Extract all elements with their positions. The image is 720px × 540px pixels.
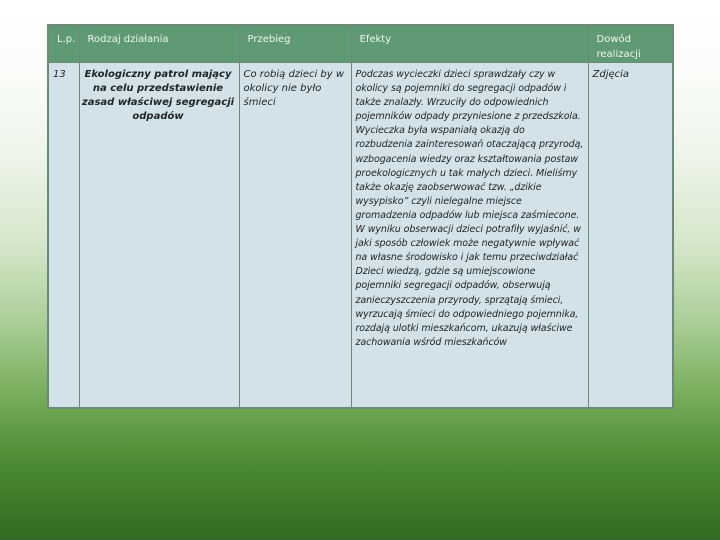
cell-effects: Podczas wycieczki dzieci sprawdzały czy w okolicy są pojemniki do segregacji odpadów i także znalazły. Wrzuciły do odpowiednich pojemników odpady przyniesione z przedszkola. Wycieczka była wspaniałą okazją do rozbudzenia zainteresowań otaczającą przyrodą, wzbogacenia wiedzy oraz kształtowania postaw proekologicznych u tak małych dzieci. Mieliśmy także okazję zaobserwować tzw. „dzikie wysypisko” czyli nielegalne miejsce gromadzenia odpadów lub miejsca zaśmiecone. W wyniku obserwacji dzieci potrafiły wyjaśnić, w jaki sposób człowiek może negatywnie wpływać na własne środowisko i jak temu przeciwdziałać Dzieci wiedzą, gdzie są umiejscowione pojemniki segregacji odpadów, obserwują zanieczyszczenia przyrody, sprzątają śmieci, wyrzucają śmieci do odpowiedniego pojemnika, rozdają ulotki mieszkańcom, ukazują właściwe zachowania wśród mieszkańców [351,63,588,409]
table-row [48,63,673,409]
cell-lp: 13 [48,63,79,409]
header-proof: Dowód realizacji [588,25,673,63]
activities-table [47,24,674,409]
cell-course: Co robią dzieci by w okolicy nie było śmieci [239,63,351,409]
header-lp: L.p. [48,25,79,63]
cell-activity: Ekologiczny patrol mający na celu przedstawienie zasad właściwej segregacji odpadów [79,63,239,409]
cell-proof: Zdjęcia [588,63,673,409]
header-activity: Rodzaj działania [79,25,239,63]
header-course: Przebieg [239,25,351,63]
header-effects: Efekty [351,25,588,63]
table-header-row [48,25,673,63]
